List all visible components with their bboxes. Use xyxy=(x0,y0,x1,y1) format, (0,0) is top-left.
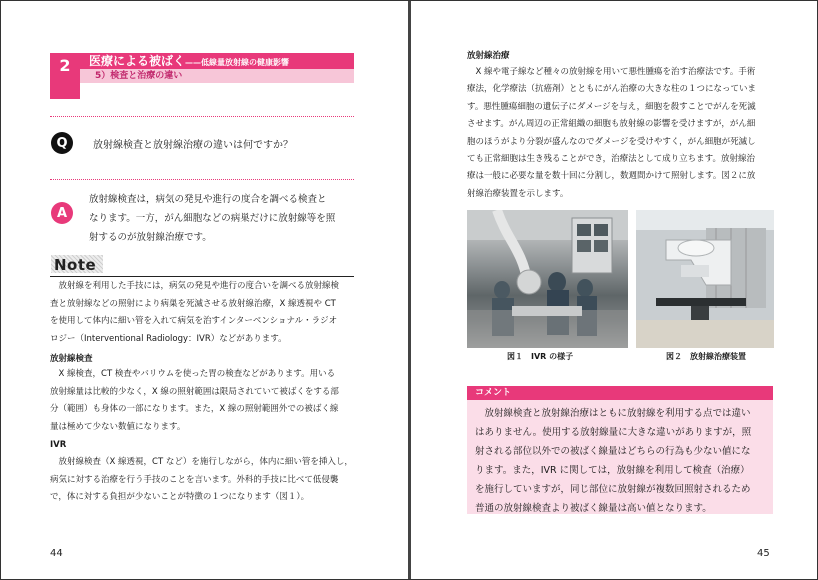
chapter-title-main: 医療による被ばく xyxy=(89,54,186,68)
text-line: ロジー（Interventional Radiology：IVR）などがあります。 xyxy=(50,333,287,344)
text-line: 放射線検査と放射線治療はともに放射線を利用する点では違い xyxy=(475,408,751,419)
answer-line: なります。一方，がん細胞などの病巣だけに放射線等を照 xyxy=(89,213,336,224)
section-title: 5）検査と治療の違い xyxy=(95,71,183,81)
text-line: ります。また，IVR に関しては，放射線を利用して検査（治療） xyxy=(475,465,750,476)
question-text: 放射線検査と放射線治療の違いは何ですか？ xyxy=(93,140,293,151)
text-line: させます。がん周辺の正常組織の細胞も放射線の影響を受けますが，がん細 xyxy=(467,119,756,130)
answer-line: 射するのが放射線治療です。 xyxy=(89,232,212,243)
chapter-number: 2 xyxy=(50,53,80,99)
text-line: はありません。使用する放射線量に大きな違いがありますが，照 xyxy=(475,427,752,438)
text-line: す。悪性腫瘍細胞の遺伝子にダメージを与え，細胞を殺すことでがんを死滅 xyxy=(467,101,756,112)
note-rule xyxy=(50,276,354,277)
page-number: 44 xyxy=(50,548,63,559)
answer-badge-icon: A xyxy=(51,202,73,224)
left-page xyxy=(1,1,408,579)
radiation-machine-illustration xyxy=(636,210,774,348)
question-badge-icon: Q xyxy=(51,132,73,154)
section-heading: 放射線治療 xyxy=(467,51,510,61)
text-line: 射線治療装置を示します。 xyxy=(467,188,569,199)
radiation-machine-photo xyxy=(636,210,774,348)
comment-label: コメント xyxy=(467,386,773,400)
text-line: 普通の放射線検査より被ばく線量は高い値となります。 xyxy=(475,503,712,514)
text-line: 放射線を利用した手技には，病気の発見や進行の度合いを調べる放射線検 xyxy=(50,281,340,291)
answer-text xyxy=(89,190,351,247)
text-line: 分（範囲）も身体の一部になります。また，X 線の照射範囲外での被ばく線 xyxy=(50,404,339,415)
text-line: 療は一般に必要な量を数十回に分割し，数週間かけて照射します。図２に放 xyxy=(467,171,756,182)
figure-caption: 図２ 放射線治療装置 xyxy=(666,352,746,361)
text-line: 胞のほうがより分裂が盛んなのでダメージを受けやすく，がん細胞が死滅し xyxy=(467,136,756,147)
note-intro xyxy=(50,278,358,348)
text-line: X 線や電子線など種々の放射線を用いて悪性腫瘍を治す治療法です。手術 xyxy=(467,67,756,77)
note-section-body xyxy=(50,366,358,436)
page-number: 45 xyxy=(757,548,770,559)
ivr-photo-illustration xyxy=(467,210,628,348)
answer-line: 放射線検査は，病気の発見や進行の度合を調べる検査と xyxy=(89,194,327,205)
right-page xyxy=(411,1,817,579)
text-line: 療法，化学療法（抗癌剤）とともにがん治療の大きな柱の１つになっていま xyxy=(467,84,757,95)
text-line: を施行していますが，同じ部位に放射線が複数回照射されるため xyxy=(475,484,751,495)
divider xyxy=(50,116,354,117)
text-line: 放射線検査（X 線透視，CT など）を施行しながら，体内に細い管を挿入し， xyxy=(50,457,353,467)
divider xyxy=(50,179,354,180)
body-text xyxy=(467,64,773,203)
text-line: 病気に対する治療を行う手技のことを言います。外科的手技に比べて低侵襲 xyxy=(50,474,339,485)
note-title: Note xyxy=(54,256,97,274)
text-line: 量は極めて少ない数値になります。 xyxy=(50,421,186,432)
chapter-title-subtitle: ——低線量放射線の健康影響 xyxy=(185,58,290,67)
text-line: 射される部位以外での被ばく線量はどちらの行為も少ない値にな xyxy=(475,446,751,457)
comment-text xyxy=(475,404,771,518)
figure-caption: 図１ IVR の様子 xyxy=(507,352,574,361)
text-line: X 線検査，CT 検査やバリウムを使った胃の検査などがあります。用いる xyxy=(50,369,336,379)
text-line: 放射線量は比較的少なく，X 線の照射範囲は限局されていて被ばくをする部 xyxy=(50,386,339,397)
note-section-body xyxy=(50,454,358,507)
ivr-photo xyxy=(467,210,628,348)
text-line: で，体に対する負担が少ないことが特徴の１つになります（図１）。 xyxy=(50,492,310,503)
text-line: ても正常細胞は生き残ることができ，治療法として成り立ちます。放射線治 xyxy=(467,154,755,165)
sub-heading: IVR xyxy=(50,440,67,450)
sub-heading: 放射線検査 xyxy=(50,354,93,364)
text-line: を使用して体内に細い管を入れて病気を治すインターベンショナル・ラジオ xyxy=(50,316,338,327)
text-line: 査と放射線などの照射により病巣を死滅させる放射線治療，X 線透視や CT xyxy=(50,298,336,309)
chapter-title xyxy=(89,53,289,69)
